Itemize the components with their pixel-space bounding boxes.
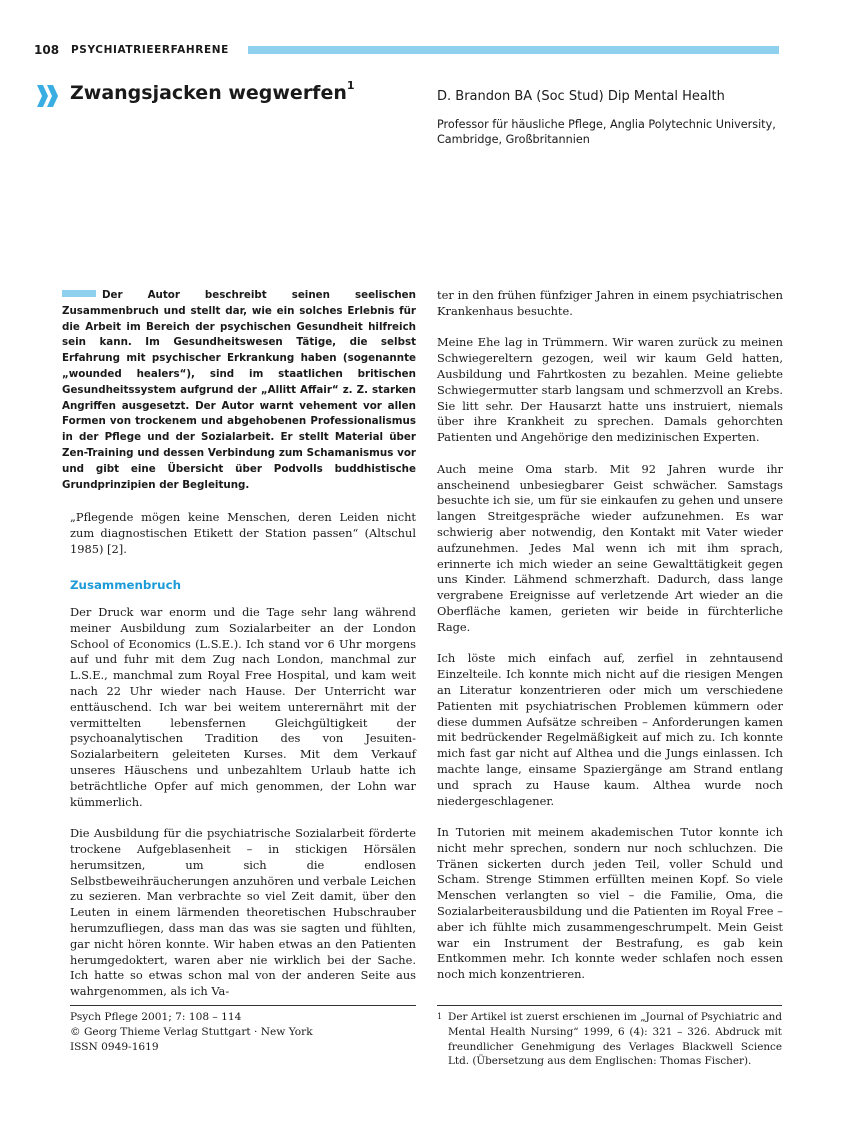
citation-journal: Psych Pflege 2001; 7: 108 – 114	[70, 1011, 242, 1023]
title-footnote-mark: 1	[346, 79, 355, 92]
section-heading: Zusammenbruch	[70, 578, 181, 592]
page-number: 108	[34, 43, 60, 57]
abstract	[62, 288, 416, 493]
body-paragraph: Auch meine Oma starb. Mit 92 Jahren wurde ihr anscheinend unbesiegbarer Geist schwächer. Samstags besuchte ich sie, um für sie einkaufen zu gehen und unsere langen Streitgespräche wieder aufzunehmen. Es war schwierig aber notwendig, den Kontakt mit Vater wieder aufzunehmen. Jedes Mal wenn ich mit ihm sprach, erinnerte ich mich wieder an seine Gewalttätigkeit gegen uns Kinder. Lähmend schmerzhaft. Dadurch, dass lange vergrabene Ereignisse auf verletzende Art wieder an die Oberfläche kamen, gerieten wir beide in fürchterliche Rage.	[437, 461, 783, 634]
footnote	[437, 1010, 782, 1069]
journal-citation	[70, 1010, 313, 1055]
abstract-marker	[62, 290, 96, 297]
right-column-body	[437, 288, 783, 983]
footnote-number: 1	[437, 1012, 443, 1021]
body-paragraph: Die Ausbildung für die psychiatrische Sozialarbeit förderte trockene Aufgeblasenheit – in stickigen Hörsälen herumsitzen, um sich die endlosen Selbstbeweihräucherungen anzuhören und verbale Leichen zu sezieren. Man verbrachte so viel Zeit damit, über den Leuten in einem lärmenden theoretischen Hubschrauber herumzufliegen, dass man das was sie sagten und fühlten, gar nicht hören konnte. Wir haben etwas an den Patienten herumgedoktert, waren aber nie wirklich bei der Sache. Ich hatte so etwas schon mal von der anderen Seite aus wahrgenommen, als ich Va-	[70, 826, 416, 999]
abstract-text: Der Autor beschreibt seinen seelischen Zusammenbruch und stellt dar, wie ein solches Erlebnis für die Arbeit im Bereich der psychischen Gesundheit hilfreich sein kann. Im Gesundheitswesen Tätige, die selbst Erfahrung mit psychischer Erkrankung haben (sogenannte „wounded healers“), sind im staatlichen britischen Gesundheitssystem aufgrund der „Allitt Affair“ z. Z. starken Angriffen ausgesetzt. Der Autor warnt vehement vor allen Formen von trockenem und abgehobenen Professionalismus in der Pflege und der Sozialarbeit. Er stellt Material über Zen-Training und dessen Verbindung zum Schamanismus vor und gibt eine Übersicht über Podvolls buddhistische Grundprinzipien der Begleitung.	[62, 289, 416, 491]
citation-publisher: © Georg Thieme Verlag Stuttgart · New York	[70, 1026, 313, 1038]
citation-issn: ISSN 0949-1619	[70, 1041, 159, 1053]
epigraph-quote: „Pflegende mögen keine Menschen, deren Leiden nicht zum diagnostischen Etikett der Station passen“ (Altschul 1985) [2].	[70, 510, 416, 556]
footer-rule-left	[70, 1005, 416, 1006]
body-paragraph: ter in den frühen fünfziger Jahren in einem psychiatrischen Krankenhaus besuchte.	[437, 288, 783, 318]
author-line: D. Brandon BA (Soc Stud) Dip Mental Health	[437, 89, 725, 104]
body-paragraph: Meine Ehe lag in Trümmern. Wir waren zurück zu meinen Schwiegereltern gezogen, weil wir kaum Geld hatten, Ausbildung und Fahrtkosten zu bezahlen. Meine geliebte Schwiegermutter starb langsam und schmerzvoll an Krebs. Sie litt sehr. Der Hausarzt hatte uns instruiert, niemals über ihre Krankheit zu sprechen. Damals gehorchten Patienten und Angehörige den medizinischen Experten.	[437, 335, 783, 445]
header-accent-bar	[248, 46, 779, 54]
footer-rule-right	[437, 1005, 782, 1006]
article-title-text: Zwangsjacken wegwerfen	[70, 82, 347, 104]
author-affiliation: Professor für häusliche Pflege, Anglia Polytechnic University, Cambridge, Großbritannien	[437, 118, 776, 146]
article-title	[70, 79, 355, 104]
left-column-body	[70, 605, 416, 1000]
footnote-text: Der Artikel ist zuerst erschienen im „Journal of Psychiatric and Mental Health Nursing“ 1999, 6 (4): 321 – 326. Abdruck mit freundlicher Genehmigung des Verlages Blackwell Science Ltd. (Übersetzung aus dem Englischen: Thomas Fischer).	[448, 1011, 782, 1068]
double-chevron-right-icon	[37, 85, 59, 107]
body-paragraph: In Tutorien mit meinem akademischen Tutor konnte ich nicht mehr sprechen, sondern nur noch schluchzen. Die Tränen sickerten durch jeden Teil, voller Schuld und Scham. Strenge Stimmen erfüllten meinen Kopf. So viele Menschen verlangten so viel – die Familie, Oma, die Sozialarbeiterausbildung und die Patienten im Royal Free – aber ich fühlte mich zusammengeschrumpelt. Mein Geist war ein Instrument der Bestrafung, es gab kein Entkommen mehr. Ich konnte weder schlafen noch essen noch mich konzentrieren.	[437, 825, 783, 982]
body-paragraph: Der Druck war enorm und die Tage sehr lang während meiner Ausbildung zum Sozialarbeiter an der London School of Economics (L.S.E.). Ich stand vor 6 Uhr morgens auf und fuhr mit dem Zug nach London, manchmal zur L.S.E., manchmal zum Royal Free Hospital, und kam weit nach 22 Uhr wieder nach Hause. Der Unterricht war enttäuschend. Ich war bei weitem unterernährt mit der vermittelten lebensfernen Gleichgültigkeit der psychoanalytischen Tradition des von Jesuiten-Sozialarbeitern geleiteten Kurses. Mit dem Verkauf unseres Häuschens und unbezahltem Urlaub hatte ich beträchtliche Opfer auf mich genommen, der Lohn war kümmerlich.	[70, 605, 416, 809]
body-paragraph: Ich löste mich einfach auf, zerfiel in zehntausend Einzelteile. Ich konnte mich nicht auf die riesigen Mengen an Literatur konzentrieren oder mich um verschiedene Patienten mit psychiatrischen Problemen kümmern oder diese dummen Aufsätze schreiben – Anforderungen kamen mit bedrückender Regelmäßigkeit auf mich zu. Ich konnte mich fast gar nicht auf Althea und die Jungs einlassen. Ich machte lange, einsame Spaziergänge am Strand entlang und sprach zu Hause kaum. Althea wurde noch niedergeschlagener.	[437, 651, 783, 808]
section-label: PSYCHIATRIEERFAHRENE	[71, 44, 229, 56]
